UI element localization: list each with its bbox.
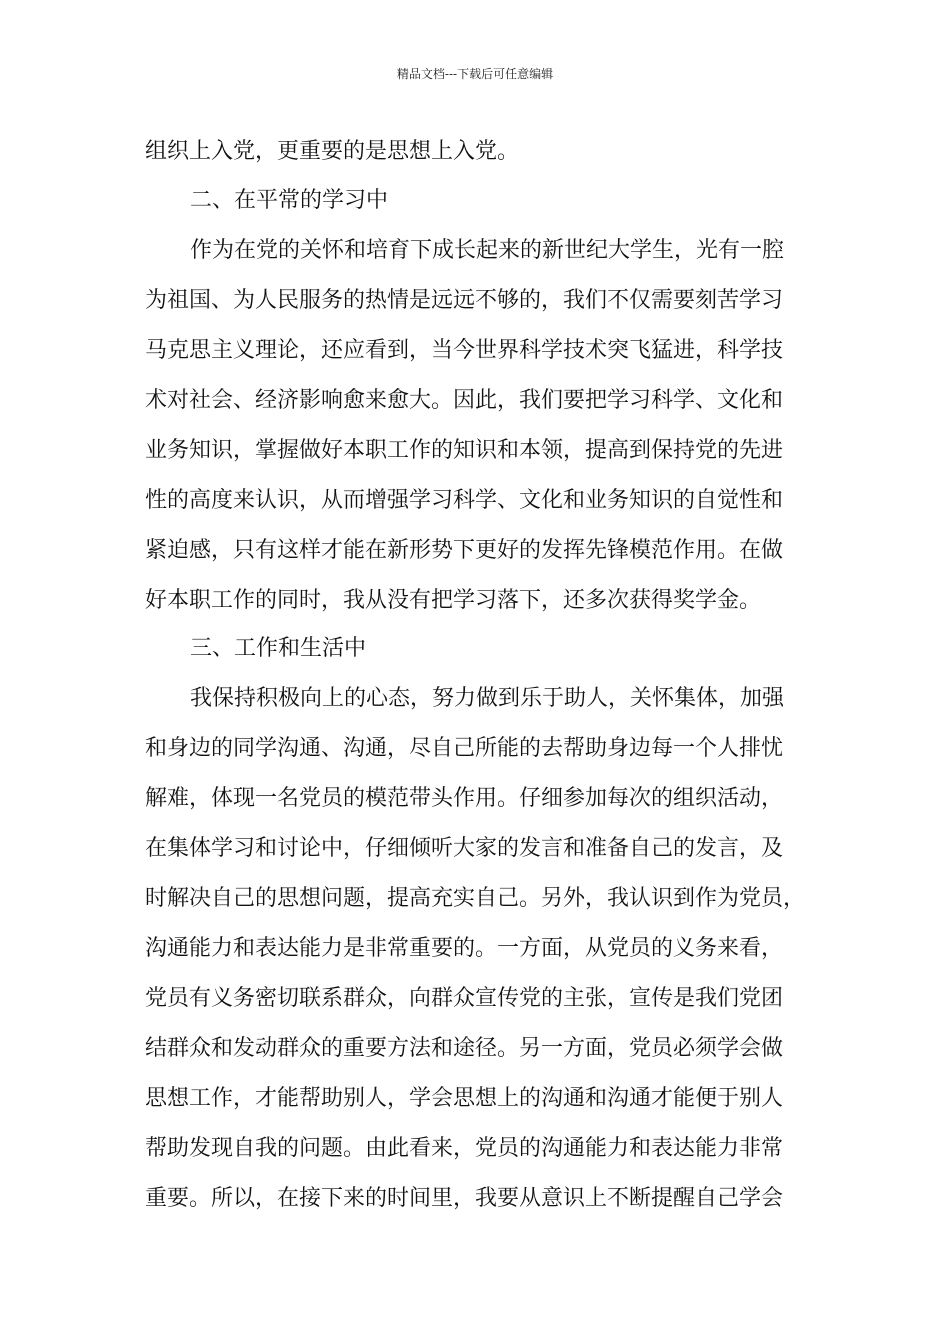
paragraph-line: 时解决自己的思想问题，提高充实自己。另外，我认识到作为党员， <box>145 886 806 911</box>
section-heading: 二、在平常的学习中 <box>190 188 389 213</box>
paragraph-line: 重要。所以，在接下来的时间里，我要从意识上不断提醒自己学会 <box>145 1186 784 1211</box>
paragraph-line: 好本职工作的同时，我从没有把学习落下，还多次获得奖学金。 <box>145 588 762 613</box>
paragraph-line: 和身边的同学沟通、沟通，尽自己所能的去帮助身边每一个人排忧 <box>145 736 784 761</box>
paragraph-line: 组织上入党，更重要的是思想上入党。 <box>145 139 520 164</box>
section-heading: 三、工作和生活中 <box>190 636 367 661</box>
paragraph-line: 沟通能力和表达能力是非常重要的。一方面，从党员的义务来看， <box>145 936 784 961</box>
paragraph-line: 党员有义务密切联系群众，向群众宣传党的主张，宣传是我们党团 <box>145 986 784 1011</box>
paragraph-line: 马克思主义理论，还应看到，当今世界科学技术突飞猛进，科学技 <box>145 338 784 363</box>
paragraph-line: 结群众和发动群众的重要方法和途径。另一方面，党员必须学会做 <box>145 1036 784 1061</box>
page-header: 精品文档---下载后可任意编辑 <box>396 67 554 81</box>
paragraph-line: 紧迫感，只有这样才能在新形势下更好的发挥先锋模范作用。在做 <box>145 538 784 563</box>
paragraph-line: 思想工作，才能帮助别人，学会思想上的沟通和沟通才能便于别人 <box>145 1086 784 1111</box>
paragraph-line: 业务知识，掌握做好本职工作的知识和本领，提高到保持党的先进 <box>145 438 784 463</box>
paragraph-line: 术对社会、经济影响愈来愈大。因此，我们要把学习科学、文化和 <box>145 388 784 413</box>
paragraph-line: 我保持积极向上的心态，努力做到乐于助人，关怀集体，加强 <box>190 686 785 711</box>
paragraph-line: 为祖国、为人民服务的热情是远远不够的，我们不仅需要刻苦学习 <box>145 288 784 313</box>
paragraph-line: 性的高度来认识，从而增强学习科学、文化和业务知识的自觉性和 <box>145 488 784 513</box>
paragraph-line: 在集体学习和讨论中，仔细倾听大家的发言和准备自己的发言，及 <box>145 836 784 861</box>
paragraph-line: 帮助发现自我的问题。由此看来，党员的沟通能力和表达能力非常 <box>145 1136 784 1161</box>
paragraph-line: 作为在党的关怀和培育下成长起来的新世纪大学生，光有一腔 <box>190 238 785 263</box>
paragraph-line: 解难，体现一名党员的模范带头作用。仔细参加每次的组织活动， <box>145 786 784 811</box>
